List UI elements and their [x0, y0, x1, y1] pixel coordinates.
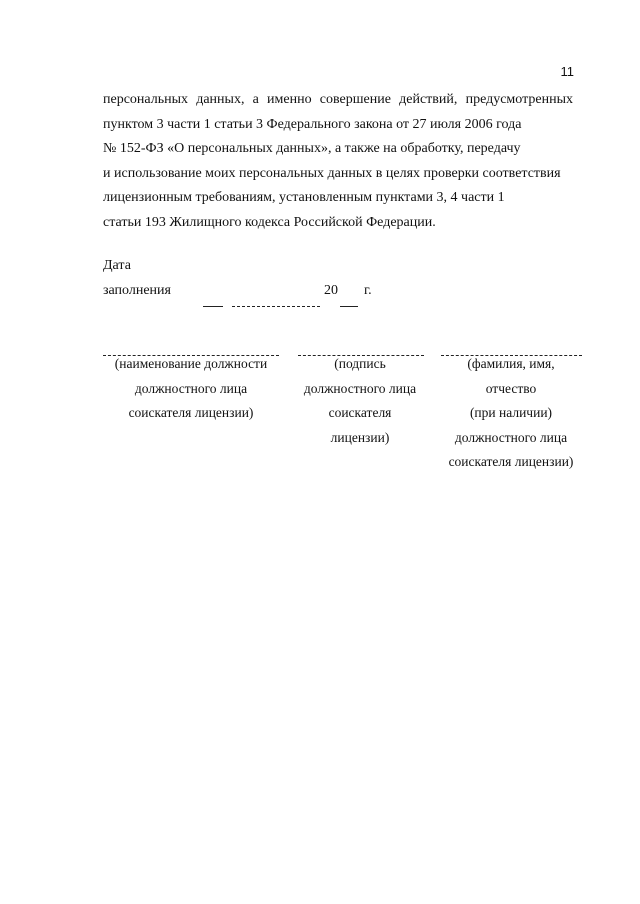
paragraph-line: и использование моих персональных данных в целях проверки соответствия	[103, 165, 561, 181]
date-year-suffix: г.	[364, 283, 372, 298]
caption-line: (фамилия, имя,	[467, 356, 555, 371]
date-label-line1: Дата	[103, 258, 131, 273]
caption-line: лицензии)	[330, 429, 390, 445]
page-number: 11	[560, 64, 574, 79]
signature-caption-position	[103, 352, 279, 426]
paragraph-line: № 152-ФЗ «О персональных данных», а также на обработку, передачу	[103, 141, 521, 156]
paragraph-line: лицензионным требованиям, установленным пунктами 3, 4 части 1	[103, 190, 505, 205]
caption-line: должностного лица	[454, 429, 568, 445]
caption-line: (при наличии)	[469, 405, 553, 420]
paragraph-line: статьи 193 Жилищного кодекса Российской Федерации.	[103, 214, 436, 230]
signature-caption-fullname	[436, 352, 586, 475]
caption-line: (наименование должности	[114, 356, 268, 371]
caption-line: должностного лица	[303, 380, 417, 396]
caption-line: (подпись	[334, 356, 386, 371]
date-month-blank[interactable]	[232, 306, 320, 307]
body-paragraph	[103, 88, 573, 235]
paragraph-line: персональных данных, а именно совершение действий, предусмотренных	[103, 92, 573, 107]
caption-line: соискателя лицензии)	[128, 405, 254, 420]
caption-line: соискателя	[328, 405, 392, 420]
caption-line: должностного лица	[134, 380, 248, 396]
signature-caption-signature	[290, 352, 430, 450]
paragraph-line: пунктом 3 части 1 статьи 3 Федерального закона от 27 июля 2006 года	[103, 116, 522, 132]
date-year-blank[interactable]	[340, 306, 358, 307]
date-day-blank[interactable]	[203, 306, 223, 307]
date-year-prefix: 20	[324, 283, 338, 298]
caption-line: соискателя лицензии)	[448, 454, 574, 469]
caption-line: отчество	[485, 380, 537, 396]
date-label-line2: заполнения	[103, 283, 171, 298]
